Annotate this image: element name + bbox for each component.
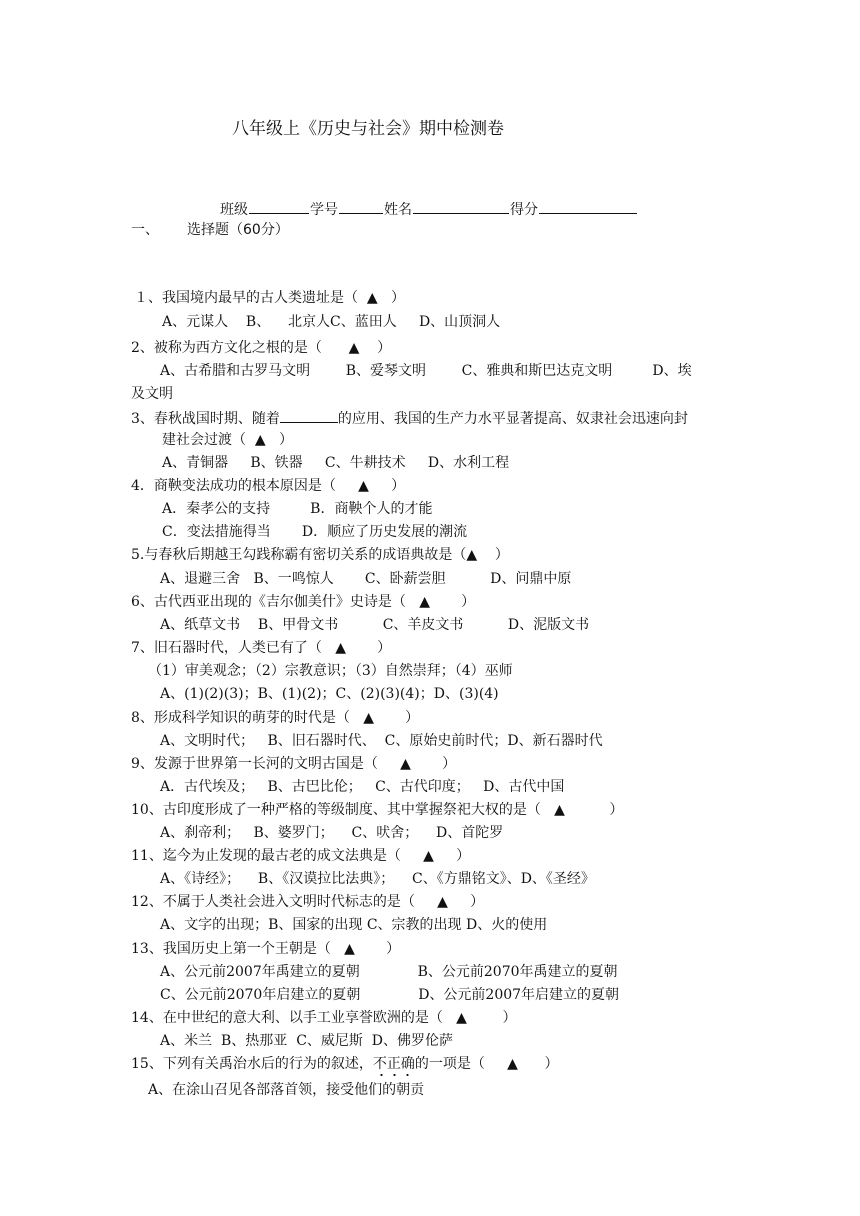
question-15-option-a: A、在涂山召见各部落首领，接受他们的朝贡 xyxy=(148,1082,425,1098)
class-blank xyxy=(249,199,309,214)
question-4-options-cd: C．变法措施得当 D．顺应了历史发展的潮流 xyxy=(162,524,468,540)
name-label: 姓名 xyxy=(384,202,412,218)
question-5-options: A、退避三舍 B、一鸣惊人 C、卧薪尝胆 D、问鼎中原 xyxy=(160,571,572,587)
question-15-prefix: 15、下列有关禹治水后的行为的叙述， xyxy=(131,1056,373,1072)
section-heading xyxy=(131,221,289,239)
question-3-suffix: 的应用、我国的生产力水平显著提高、奴隶社会迅速向封 xyxy=(337,411,688,427)
question-15 xyxy=(131,1055,559,1073)
score-blank xyxy=(539,199,637,214)
question-3-blank xyxy=(280,408,338,423)
question-11: 11、迄今为止发现的最古老的成文法典是（ ▲ ） xyxy=(131,848,471,864)
page-title: 八年级上《历史与社会》期中检测卷 xyxy=(232,119,504,139)
question-10: 10、古印度形成了一种严格的等级制度、其中掌握祭祀大权的是（ ▲ ） xyxy=(131,802,624,818)
student-info-line xyxy=(220,199,638,219)
question-8: 8、形成科学知识的萌芽的时代是（ ▲ ） xyxy=(131,710,420,726)
question-3 xyxy=(131,408,688,428)
question-3-cont: 建社会过渡（ ▲ ） xyxy=(162,432,294,448)
question-11-options: A、《诗经》； B、《汉谟拉比法典》； C、《方鼎铭文》、D、《圣经》 xyxy=(160,871,595,887)
question-13: 13、我国历史上第一个王朝是（ ▲ ） xyxy=(131,941,401,957)
question-2-options: A、古希腊和古罗马文明 B、爱琴文明 C、雅典和斯巴达克文明 D、埃 xyxy=(160,363,692,379)
question-6: 6、古代西亚出现的《吉尔伽美什》史诗是（ ▲ ） xyxy=(131,594,476,610)
question-12-options: A、文字的出现；B、国家的出现 C、宗教的出现 D、火的使用 xyxy=(160,917,548,933)
question-14-options: A、米兰 B、热那亚 C、威尼斯 D、佛罗伦萨 xyxy=(160,1033,454,1049)
question-4-options-ab: A．秦孝公的支持 B．商鞅个人的才能 xyxy=(162,501,433,517)
name-blank xyxy=(413,199,509,214)
question-3-options: A、青铜器 B、铁器 C、牛耕技术 D、水利工程 xyxy=(162,455,510,471)
score-label: 得分 xyxy=(510,202,538,218)
question-13-options-ab: A、公元前2007年禹建立的夏朝 B、公元前2070年禹建立的夏朝 xyxy=(160,964,618,980)
number-label: 学号 xyxy=(310,202,338,218)
section-title: 选择题（60分） xyxy=(187,222,289,238)
question-8-options: A、文明时代； B、旧石器时代、 C、原始史前时代；D、新石器时代 xyxy=(160,733,603,749)
question-7-options: A、(1)(2)(3)；B、(1)(2)；C、(2)(3)(4)；D、(3)(4) xyxy=(160,686,499,702)
number-blank xyxy=(339,199,383,214)
question-2: 2、被称为西方文化之根的是（ ▲ ） xyxy=(131,340,392,356)
question-12: 12、不属于人类社会进入文明时代标志的是（ ▲ ） xyxy=(131,894,485,910)
question-9-options: A．古代埃及； B、古巴比伦； C、古代印度； D、古代中国 xyxy=(160,779,565,795)
question-13-options-cd: C、公元前2070年启建立的夏朝 D、公元前2007年启建立的夏朝 xyxy=(160,987,620,1003)
question-15-suffix: 的一项是（ ▲ ） xyxy=(414,1056,559,1072)
question-3-prefix: 3、春秋战国时期、随着 xyxy=(131,411,280,427)
question-4: 4．商鞅变法成功的根本原因是（ ▲ ） xyxy=(131,478,406,494)
section-number: 一、 xyxy=(131,222,159,238)
question-7-statements: （1）审美观念；（2）宗教意识；（3）自然崇拜；（4）巫师 xyxy=(148,663,513,679)
question-6-options: A、纸草文书 B、甲骨文书 C、羊皮文书 D、泥版文书 xyxy=(160,617,590,633)
question-1-options: A、元谋人 B、 北京人C、蓝田人 D、山顶洞人 xyxy=(162,314,501,330)
question-2-options-cont: 及文明 xyxy=(131,386,173,402)
question-10-options: A、刹帝利； B、婆罗门； C、吠舍； D、首陀罗 xyxy=(160,825,504,841)
question-5: 5.与春秋后期越王勾践称霸有密切关系的成语典故是（▲ ） xyxy=(131,547,509,563)
question-7: 7、旧石器时代，人类已有了（ ▲ ） xyxy=(131,640,392,656)
question-14: 14、在中世纪的意大利、以手工业享誉欧洲的是（ ▲ ） xyxy=(131,1010,517,1026)
question-9: 9、发源于世界第一长河的文明古国是（ ▲ ） xyxy=(131,756,457,772)
class-label: 班级 xyxy=(220,202,248,218)
question-15-emphasis: 不正确 xyxy=(372,1056,415,1072)
question-1: １、我国境内最早的古人类遗址是（ ▲ ） xyxy=(134,290,406,306)
